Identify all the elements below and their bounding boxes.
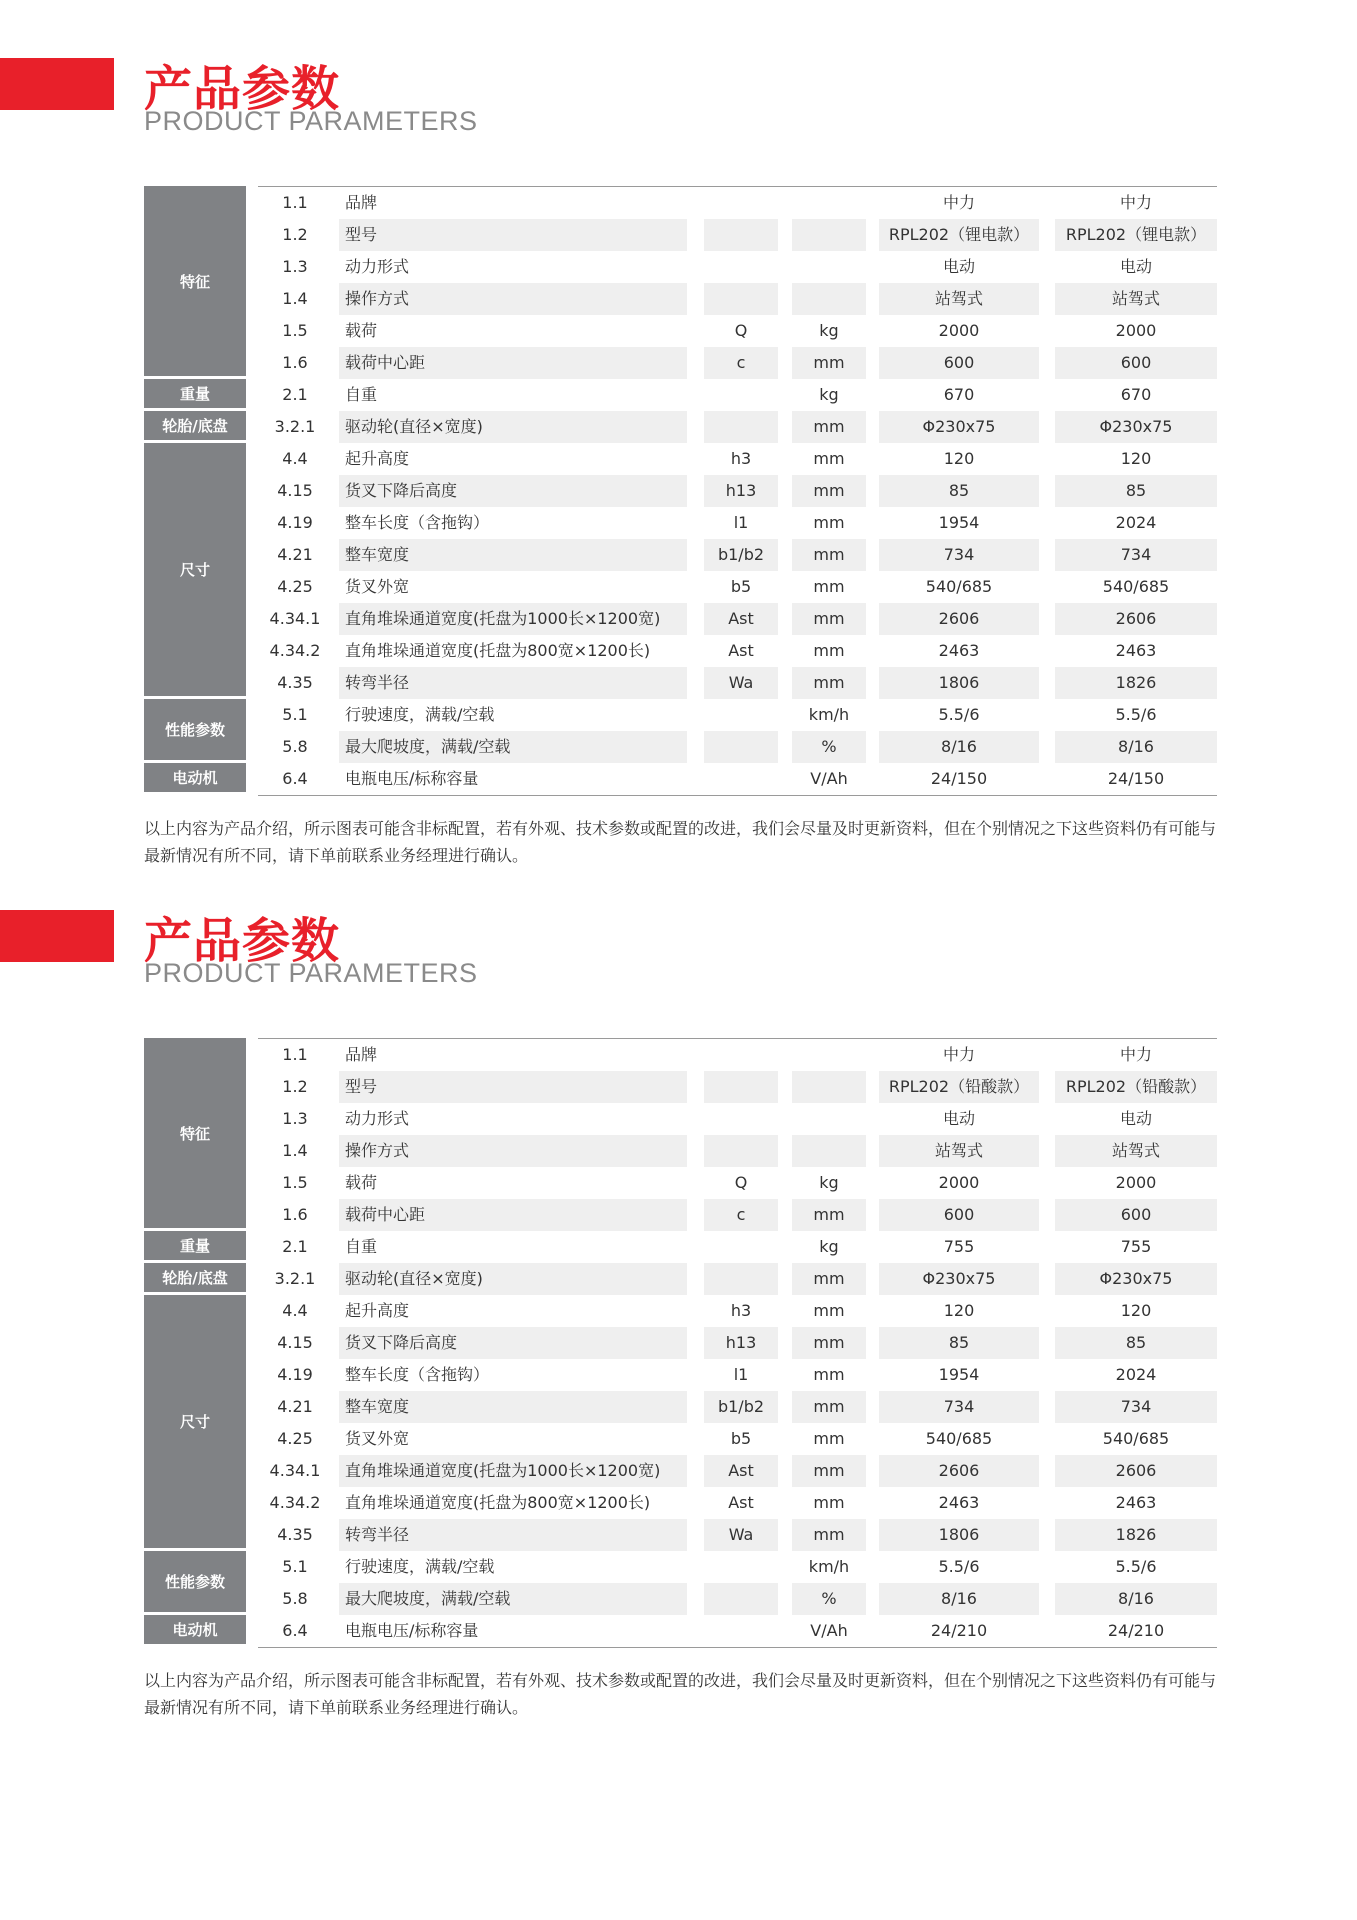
param-name: 驱动轮(直径×宽度) bbox=[339, 411, 687, 443]
value-model-2: 85 bbox=[1055, 1327, 1217, 1359]
param-name: 动力形式 bbox=[345, 1109, 410, 1128]
param-unit: mm bbox=[813, 1301, 845, 1320]
param-unit: mm bbox=[792, 1519, 866, 1551]
value-model-1: 8/16 bbox=[879, 731, 1039, 763]
value-model-2: Φ230x75 bbox=[1055, 411, 1217, 443]
row-index: 4.35 bbox=[277, 1525, 313, 1544]
value-model-1: RPL202（铅酸款） bbox=[879, 1071, 1039, 1103]
row-index: 6.4 bbox=[282, 1621, 308, 1640]
row-index: 4.4 bbox=[282, 449, 308, 468]
value-model-1: 站驾式 bbox=[879, 1135, 1039, 1167]
row-index: 5.8 bbox=[282, 1589, 308, 1608]
category-performance: 性能参数 bbox=[144, 1551, 246, 1612]
value-model-1: 540/685 bbox=[925, 577, 993, 596]
param-name: 型号 bbox=[339, 1071, 687, 1103]
row-index: 4.19 bbox=[277, 513, 313, 532]
value-model-1: 600 bbox=[879, 347, 1039, 379]
param-symbol bbox=[704, 283, 778, 315]
table-row bbox=[258, 443, 1217, 475]
row-index: 6.4 bbox=[282, 769, 308, 788]
row-index: 1.2 bbox=[282, 1077, 308, 1096]
value-model-1: 5.5/6 bbox=[938, 705, 980, 724]
category-features: 特征 bbox=[144, 1038, 246, 1228]
value-model-2: 1826 bbox=[1055, 667, 1217, 699]
value-model-2: 5.5/6 bbox=[1115, 1557, 1157, 1576]
param-symbol: b1/b2 bbox=[704, 1391, 778, 1423]
param-unit: mm bbox=[792, 475, 866, 507]
value-model-1: 120 bbox=[943, 449, 975, 468]
param-name: 整车长度（含拖钩） bbox=[345, 513, 490, 532]
row-index: 1.6 bbox=[282, 353, 308, 372]
param-unit bbox=[792, 1039, 866, 1071]
param-name: 直角堆垛通道宽度(托盘为1000长×1200宽) bbox=[339, 603, 687, 635]
param-symbol: Wa bbox=[704, 667, 778, 699]
category-tires-chassis: 轮胎/底盘 bbox=[144, 1263, 246, 1292]
param-symbol: Ast bbox=[728, 1493, 754, 1512]
table-row bbox=[258, 635, 1217, 667]
param-symbol bbox=[704, 219, 778, 251]
disclaimer-note: 以上内容为产品介绍，所示图表可能含非标配置，若有外观、技术参数或配置的改进，我们会尽量及时更新资料，但在个别情况之下这些资料仍有可能与最新情况有所不同，请下单前联系业务经理进行确认。 bbox=[144, 819, 1217, 865]
value-model-2: 中力 bbox=[1119, 193, 1152, 212]
value-model-1: 670 bbox=[943, 385, 975, 404]
param-name: 最大爬坡度，满载/空载 bbox=[339, 731, 687, 763]
param-symbol bbox=[704, 1263, 778, 1295]
table-row bbox=[258, 539, 1217, 571]
table-row bbox=[258, 1391, 1217, 1423]
param-name: 最大爬坡度，满载/空载 bbox=[339, 1583, 687, 1615]
value-model-2: 670 bbox=[1120, 385, 1152, 404]
table-row bbox=[258, 1327, 1217, 1359]
param-unit: mm bbox=[792, 603, 866, 635]
row-index: 4.25 bbox=[277, 1429, 313, 1448]
value-model-1: 2606 bbox=[879, 1455, 1039, 1487]
param-name: 电瓶电压/标称容量 bbox=[345, 769, 479, 788]
param-unit: mm bbox=[792, 411, 866, 443]
row-index: 4.21 bbox=[277, 545, 313, 564]
param-symbol: l1 bbox=[733, 513, 749, 532]
param-name: 驱动轮(直径×宽度) bbox=[339, 1263, 687, 1295]
param-unit: V/Ah bbox=[810, 1621, 848, 1640]
param-name: 操作方式 bbox=[339, 1135, 687, 1167]
param-unit bbox=[792, 219, 866, 251]
param-symbol: Wa bbox=[704, 1519, 778, 1551]
param-symbol: Ast bbox=[704, 603, 778, 635]
param-name: 型号 bbox=[339, 219, 687, 251]
table-row bbox=[258, 699, 1217, 731]
row-index: 4.35 bbox=[277, 673, 313, 692]
row-index: 1.5 bbox=[282, 321, 308, 340]
value-model-2: 2606 bbox=[1055, 1455, 1217, 1487]
value-model-2: 755 bbox=[1120, 1237, 1152, 1256]
row-index: 1.1 bbox=[282, 1045, 308, 1064]
row-index: 4.4 bbox=[282, 1301, 308, 1320]
value-model-1: 24/210 bbox=[930, 1621, 988, 1640]
param-symbol: c bbox=[704, 347, 778, 379]
section-title-cn: 产品参数 bbox=[144, 61, 341, 117]
value-model-1: 1806 bbox=[879, 1519, 1039, 1551]
value-model-2: 2000 bbox=[1115, 321, 1157, 340]
table-bottom-rule bbox=[258, 1647, 1217, 1648]
param-name: 货叉外宽 bbox=[345, 577, 410, 596]
value-model-2: 5.5/6 bbox=[1115, 705, 1157, 724]
param-symbol bbox=[704, 763, 778, 795]
row-index: 3.2.1 bbox=[274, 417, 316, 436]
param-name: 操作方式 bbox=[339, 283, 687, 315]
category-dimensions: 尺寸 bbox=[144, 443, 246, 696]
param-unit: % bbox=[792, 731, 866, 763]
table-row bbox=[258, 475, 1217, 507]
category-dimensions: 尺寸 bbox=[144, 1295, 246, 1548]
param-unit bbox=[792, 1135, 866, 1167]
param-unit: km/h bbox=[808, 1557, 850, 1576]
table-row bbox=[258, 1551, 1217, 1583]
row-index: 4.19 bbox=[277, 1365, 313, 1384]
param-symbol bbox=[704, 187, 778, 219]
param-symbol bbox=[704, 1551, 778, 1583]
row-index: 5.1 bbox=[282, 1557, 308, 1576]
table-row bbox=[258, 1519, 1217, 1551]
value-model-1: 2463 bbox=[938, 1493, 980, 1512]
value-model-1: Φ230x75 bbox=[879, 1263, 1039, 1295]
param-symbol: Q bbox=[734, 321, 748, 340]
param-symbol bbox=[704, 411, 778, 443]
param-unit: mm bbox=[792, 539, 866, 571]
param-name: 载荷中心距 bbox=[339, 347, 687, 379]
param-name: 整车宽度 bbox=[339, 1391, 687, 1423]
param-symbol: b5 bbox=[730, 1429, 752, 1448]
table-row bbox=[258, 1071, 1217, 1103]
param-name: 行驶速度，满载/空载 bbox=[345, 705, 495, 724]
row-index: 4.15 bbox=[277, 1333, 313, 1352]
param-name: 载荷 bbox=[345, 1173, 378, 1192]
param-symbol bbox=[704, 1583, 778, 1615]
row-index: 1.4 bbox=[282, 1141, 308, 1160]
param-unit bbox=[792, 283, 866, 315]
table-row bbox=[258, 251, 1217, 283]
table-row bbox=[258, 1103, 1217, 1135]
value-model-1: 24/150 bbox=[930, 769, 988, 788]
value-model-1: 1806 bbox=[879, 667, 1039, 699]
value-model-2: 734 bbox=[1055, 1391, 1217, 1423]
param-unit: mm bbox=[792, 667, 866, 699]
value-model-2: 600 bbox=[1055, 1199, 1217, 1231]
category-weight: 重量 bbox=[144, 379, 246, 408]
table-row bbox=[258, 731, 1217, 763]
table-row bbox=[258, 1423, 1217, 1455]
table-row bbox=[258, 347, 1217, 379]
value-model-1: 中力 bbox=[942, 193, 975, 212]
param-unit: mm bbox=[792, 1263, 866, 1295]
param-unit: mm bbox=[813, 1429, 845, 1448]
row-index: 4.21 bbox=[277, 1397, 313, 1416]
param-unit: mm bbox=[792, 347, 866, 379]
value-model-2: 中力 bbox=[1119, 1045, 1152, 1064]
table-row bbox=[258, 1359, 1217, 1391]
param-name: 货叉下降后高度 bbox=[339, 475, 687, 507]
param-unit: mm bbox=[792, 1199, 866, 1231]
row-index: 1.3 bbox=[282, 257, 308, 276]
row-index: 2.1 bbox=[282, 385, 308, 404]
param-symbol: h13 bbox=[704, 1327, 778, 1359]
param-name: 直角堆垛通道宽度(托盘为1000长×1200宽) bbox=[339, 1455, 687, 1487]
param-symbol: Ast bbox=[728, 641, 754, 660]
section-title-cn: 产品参数 bbox=[144, 913, 341, 969]
table-row bbox=[258, 603, 1217, 635]
param-unit: mm bbox=[813, 449, 845, 468]
table-row bbox=[258, 379, 1217, 411]
table-row bbox=[258, 571, 1217, 603]
param-symbol bbox=[704, 251, 778, 283]
value-model-1: Φ230x75 bbox=[879, 411, 1039, 443]
table-row bbox=[258, 1615, 1217, 1647]
value-model-2: 2463 bbox=[1115, 641, 1157, 660]
table-row bbox=[258, 667, 1217, 699]
category-features: 特征 bbox=[144, 186, 246, 376]
param-name: 转弯半径 bbox=[339, 1519, 687, 1551]
row-index: 5.8 bbox=[282, 737, 308, 756]
value-model-1: 电动 bbox=[942, 257, 975, 276]
table-row bbox=[258, 1231, 1217, 1263]
param-unit: V/Ah bbox=[810, 769, 848, 788]
param-unit: mm bbox=[813, 1365, 845, 1384]
value-model-2: 8/16 bbox=[1055, 1583, 1217, 1615]
row-index: 3.2.1 bbox=[274, 1269, 316, 1288]
table-row bbox=[258, 283, 1217, 315]
row-index: 2.1 bbox=[282, 1237, 308, 1256]
value-model-1: 2000 bbox=[938, 321, 980, 340]
value-model-1: 站驾式 bbox=[879, 283, 1039, 315]
param-symbol bbox=[704, 1615, 778, 1647]
param-name: 转弯半径 bbox=[339, 667, 687, 699]
category-weight: 重量 bbox=[144, 1231, 246, 1260]
row-index: 5.1 bbox=[282, 705, 308, 724]
value-model-1: 2606 bbox=[879, 603, 1039, 635]
value-model-2: 85 bbox=[1055, 475, 1217, 507]
table-row bbox=[258, 1039, 1217, 1071]
param-symbol: h13 bbox=[704, 475, 778, 507]
value-model-2: 600 bbox=[1055, 347, 1217, 379]
param-symbol: h3 bbox=[730, 449, 752, 468]
row-index: 1.5 bbox=[282, 1173, 308, 1192]
value-model-2: 120 bbox=[1120, 449, 1152, 468]
value-model-1: 1954 bbox=[938, 513, 980, 532]
row-index: 1.2 bbox=[282, 225, 308, 244]
row-index: 1.6 bbox=[282, 1205, 308, 1224]
param-name: 自重 bbox=[345, 385, 378, 404]
value-model-2: 8/16 bbox=[1055, 731, 1217, 763]
param-name: 货叉下降后高度 bbox=[339, 1327, 687, 1359]
table-row bbox=[258, 1583, 1217, 1615]
table-row bbox=[258, 1199, 1217, 1231]
param-name: 品牌 bbox=[345, 193, 378, 212]
param-name: 直角堆垛通道宽度(托盘为800宽×1200长) bbox=[345, 1493, 651, 1512]
param-unit: km/h bbox=[808, 705, 850, 724]
param-unit: mm bbox=[792, 1455, 866, 1487]
value-model-1: 120 bbox=[943, 1301, 975, 1320]
row-index: 1.1 bbox=[282, 193, 308, 212]
section-title-en: PRODUCT PARAMETERS bbox=[144, 106, 478, 136]
value-model-1: 755 bbox=[943, 1237, 975, 1256]
param-name: 电瓶电压/标称容量 bbox=[345, 1621, 479, 1640]
row-index: 4.34.1 bbox=[269, 609, 321, 628]
param-symbol: b1/b2 bbox=[704, 539, 778, 571]
param-name: 载荷 bbox=[345, 321, 378, 340]
category-performance: 性能参数 bbox=[144, 699, 246, 760]
value-model-2: 站驾式 bbox=[1055, 283, 1217, 315]
param-unit: % bbox=[792, 1583, 866, 1615]
table-row bbox=[258, 1263, 1217, 1295]
param-symbol bbox=[704, 379, 778, 411]
accent-bar bbox=[0, 58, 114, 110]
table-bottom-rule bbox=[258, 795, 1217, 796]
param-unit: mm bbox=[813, 641, 845, 660]
param-name: 整车长度（含拖钩） bbox=[345, 1365, 490, 1384]
value-model-2: 2606 bbox=[1055, 603, 1217, 635]
table-row bbox=[258, 411, 1217, 443]
table-row bbox=[258, 1455, 1217, 1487]
param-symbol bbox=[704, 1135, 778, 1167]
row-index: 4.15 bbox=[277, 481, 313, 500]
param-name: 行驶速度，满载/空载 bbox=[345, 1557, 495, 1576]
param-symbol: Q bbox=[734, 1173, 748, 1192]
param-name: 品牌 bbox=[345, 1045, 378, 1064]
value-model-2: 2024 bbox=[1115, 513, 1157, 532]
value-model-1: 8/16 bbox=[879, 1583, 1039, 1615]
param-name: 起升高度 bbox=[345, 449, 410, 468]
value-model-1: 600 bbox=[879, 1199, 1039, 1231]
value-model-2: 2463 bbox=[1115, 1493, 1157, 1512]
value-model-1: 2463 bbox=[938, 641, 980, 660]
param-unit bbox=[792, 251, 866, 283]
value-model-1: 1954 bbox=[938, 1365, 980, 1384]
param-symbol bbox=[704, 731, 778, 763]
param-name: 动力形式 bbox=[345, 257, 410, 276]
param-unit: kg bbox=[819, 321, 839, 340]
value-model-2: 734 bbox=[1055, 539, 1217, 571]
value-model-2: 120 bbox=[1120, 1301, 1152, 1320]
param-unit: kg bbox=[819, 385, 839, 404]
param-unit bbox=[792, 187, 866, 219]
value-model-2: 电动 bbox=[1119, 257, 1152, 276]
param-name: 载荷中心距 bbox=[339, 1199, 687, 1231]
value-model-1: 2000 bbox=[938, 1173, 980, 1192]
section-title-en: PRODUCT PARAMETERS bbox=[144, 958, 478, 988]
value-model-2: 站驾式 bbox=[1055, 1135, 1217, 1167]
param-unit: mm bbox=[813, 1493, 845, 1512]
table-row bbox=[258, 1167, 1217, 1199]
value-model-1: 中力 bbox=[942, 1045, 975, 1064]
value-model-1: 电动 bbox=[942, 1109, 975, 1128]
value-model-1: RPL202（锂电款） bbox=[879, 219, 1039, 251]
accent-bar bbox=[0, 910, 114, 962]
param-symbol: l1 bbox=[733, 1365, 749, 1384]
row-index: 4.34.1 bbox=[269, 1461, 321, 1480]
category-motor: 电动机 bbox=[144, 1615, 246, 1644]
table-row bbox=[258, 1487, 1217, 1519]
param-unit: mm bbox=[792, 1391, 866, 1423]
table-row bbox=[258, 1295, 1217, 1327]
row-index: 1.3 bbox=[282, 1109, 308, 1128]
value-model-1: 85 bbox=[879, 1327, 1039, 1359]
param-unit: mm bbox=[813, 577, 845, 596]
table-row bbox=[258, 219, 1217, 251]
value-model-2: 2024 bbox=[1115, 1365, 1157, 1384]
param-unit: kg bbox=[819, 1173, 839, 1192]
value-model-1: 540/685 bbox=[925, 1429, 993, 1448]
row-index: 4.25 bbox=[277, 577, 313, 596]
param-symbol bbox=[704, 1071, 778, 1103]
row-index: 4.34.2 bbox=[269, 1493, 321, 1512]
param-unit: mm bbox=[792, 1327, 866, 1359]
table-row bbox=[258, 507, 1217, 539]
value-model-2: 540/685 bbox=[1102, 1429, 1170, 1448]
value-model-1: 5.5/6 bbox=[938, 1557, 980, 1576]
param-symbol: Ast bbox=[704, 1455, 778, 1487]
table-row bbox=[258, 763, 1217, 795]
value-model-1: 734 bbox=[879, 1391, 1039, 1423]
param-name: 自重 bbox=[345, 1237, 378, 1256]
value-model-2: 1826 bbox=[1055, 1519, 1217, 1551]
param-symbol bbox=[704, 1231, 778, 1263]
param-symbol: b5 bbox=[730, 577, 752, 596]
table-row bbox=[258, 315, 1217, 347]
param-symbol bbox=[704, 1103, 778, 1135]
category-motor: 电动机 bbox=[144, 763, 246, 792]
value-model-2: 24/150 bbox=[1107, 769, 1165, 788]
param-name: 整车宽度 bbox=[339, 539, 687, 571]
disclaimer-note: 以上内容为产品介绍，所示图表可能含非标配置，若有外观、技术参数或配置的改进，我们会尽量及时更新资料，但在个别情况之下这些资料仍有可能与最新情况有所不同，请下单前联系业务经理进行确认。 bbox=[144, 1671, 1217, 1717]
param-unit: kg bbox=[819, 1237, 839, 1256]
param-name: 货叉外宽 bbox=[345, 1429, 410, 1448]
param-unit bbox=[792, 1071, 866, 1103]
value-model-2: RPL202（锂电款） bbox=[1055, 219, 1217, 251]
table-row bbox=[258, 1135, 1217, 1167]
value-model-2: Φ230x75 bbox=[1055, 1263, 1217, 1295]
param-unit bbox=[792, 1103, 866, 1135]
value-model-2: 540/685 bbox=[1102, 577, 1170, 596]
param-name: 直角堆垛通道宽度(托盘为800宽×1200长) bbox=[345, 641, 651, 660]
category-tires-chassis: 轮胎/底盘 bbox=[144, 411, 246, 440]
param-symbol bbox=[704, 1039, 778, 1071]
row-index: 4.34.2 bbox=[269, 641, 321, 660]
value-model-2: 24/210 bbox=[1107, 1621, 1165, 1640]
row-index: 1.4 bbox=[282, 289, 308, 308]
param-symbol bbox=[704, 699, 778, 731]
value-model-2: RPL202（铅酸款） bbox=[1055, 1071, 1217, 1103]
table-row bbox=[258, 187, 1217, 219]
value-model-2: 2000 bbox=[1115, 1173, 1157, 1192]
value-model-1: 734 bbox=[879, 539, 1039, 571]
param-symbol: h3 bbox=[730, 1301, 752, 1320]
value-model-2: 电动 bbox=[1119, 1109, 1152, 1128]
value-model-1: 85 bbox=[879, 475, 1039, 507]
param-unit: mm bbox=[813, 513, 845, 532]
param-name: 起升高度 bbox=[345, 1301, 410, 1320]
param-symbol: c bbox=[704, 1199, 778, 1231]
